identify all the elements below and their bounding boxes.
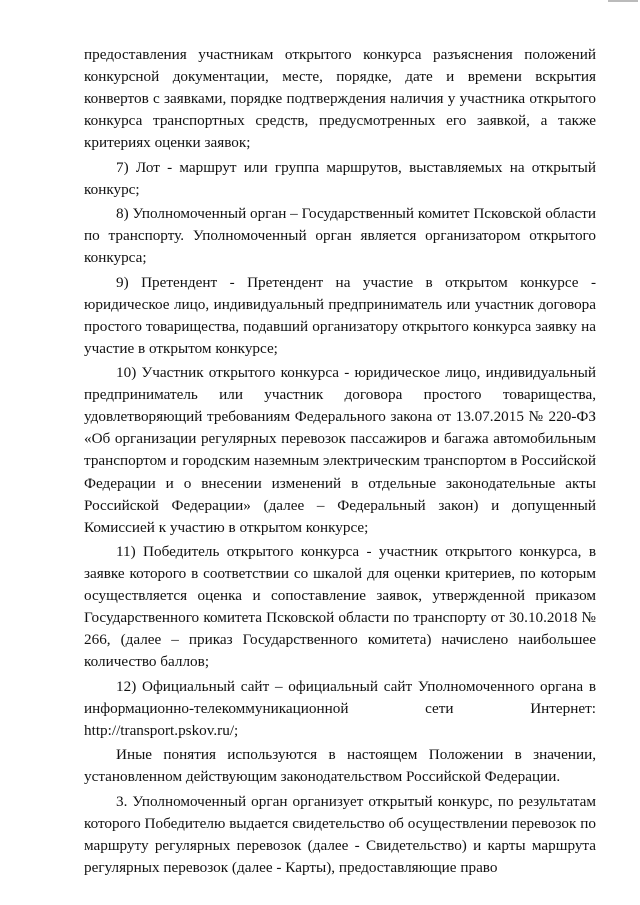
paragraph-winner: 11) Победитель открытого конкурса - участник открытого конкурса, в заявке которого в соответствии со шкалой для оценки критериев, по которым осуществляется оценка и сопоставление заявок, утвержденной приказом Государственного комитета Псковской области по транспорту от 30.10.2018 № 266, (далее – приказ Государственного комитета) начислено наибольшее количество баллов;	[84, 543, 596, 671]
paragraph-section-3: 3. Уполномоченный орган организует открытый конкурс, по результатам которого Победителю выдается свидетельство об осуществлении перевозок по маршруту регулярных перевозок (далее - Свидетельство) и карты маршрута регулярных перевозок (далее - Карты), предоставляющие право	[84, 792, 596, 876]
paragraph-lot-definition: 7) Лот - маршрут или группа маршрутов, выставляемых на открытый конкурс;	[84, 158, 596, 198]
paragraph-participant: 10) Участник открытого конкурса - юридическое лицо, индивидуальный предприниматель или участник договора простого товарищества, удовлетворяющий требованиям Федерального закона от 13.07.2015 № 220-ФЗ «Об организации регулярных перевозок пассажиров и багажа автомобильным транспортом и городским наземным электрическим транспортом в Российской Федерации и о внесении изменений в отдельные законодательные акты Российской Федерации» (далее – Федеральный закон) и допущенный Комиссией к участию в открытом конкурсе;	[84, 364, 596, 536]
document-page	[84, 44, 596, 881]
paragraph-continuation: предоставления участникам открытого конкурса разъяснения положений конкурсной документации, месте, порядке, дате и времени вскрытия конвертов с заявками, порядке подтверждения наличия у участника открытого конкурса транспортных средств, предусмотренных его заявкой, а также критериях оценки заявок;	[84, 46, 596, 152]
scan-edge-mark	[608, 0, 638, 2]
paragraph-official-site: 12) Официальный сайт – официальный сайт Уполномоченного органа в информационно-телекоммуникационной сети Интернет: http://transport.pskov.ru/;	[84, 677, 596, 739]
paragraph-authorized-body: 8) Уполномоченный орган – Государственный комитет Псковской области по транспорту. Уполномоченный орган является организатором открытого конкурса;	[84, 205, 596, 267]
paragraph-applicant: 9) Претендент - Претендент на участие в открытом конкурсе - юридическое лицо, индивидуальный предприниматель или участник договора простого товарищества, подавший организатору открытого конкурса заявку на участие в открытом конкурсе;	[84, 273, 596, 357]
paragraph-other-terms: Иные понятия используются в настоящем Положении в значении, установленном действующим законодательством Российской Федерации.	[84, 746, 596, 786]
